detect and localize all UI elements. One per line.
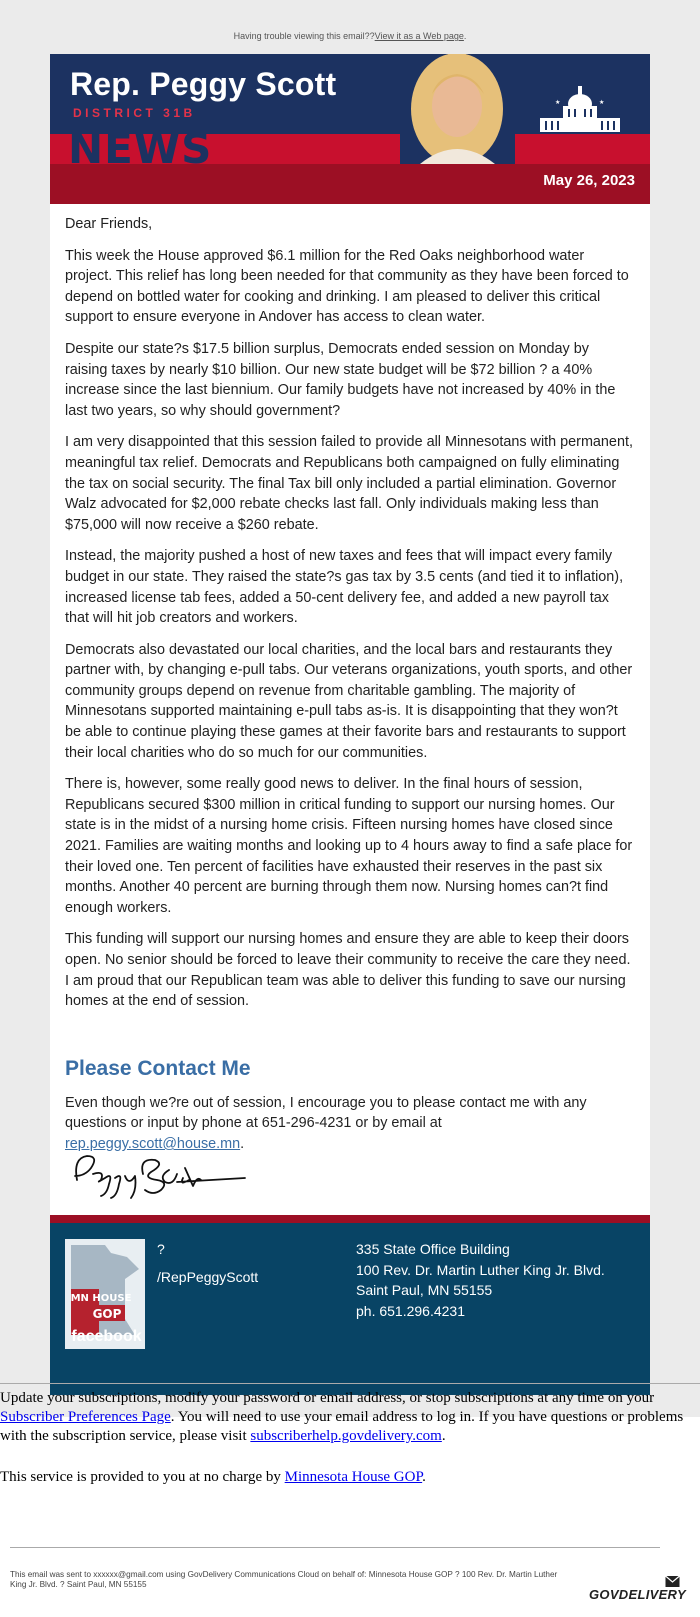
contact-heading: Please Contact Me bbox=[65, 1056, 251, 1080]
divider bbox=[10, 1547, 660, 1548]
signature-image bbox=[65, 1146, 250, 1204]
view-web-page-link[interactable]: View it as a Web page bbox=[374, 31, 464, 41]
paragraph-tax-relief: I am very disappointed that this session failed to provide all Minnesotans with permanent, meaningful tax relief. Democrats and Republicans both campaigned on fully eliminating the tax on social security. The final Tax bill only included a partial elimination. Governor Walz advocated for $2,000 rebate checks last fall. Only individuals making less than $75,000 will now receive a $260 rebate. bbox=[65, 434, 633, 533]
greeting: Dear Friends, bbox=[65, 216, 153, 232]
portrait-photo bbox=[400, 54, 515, 164]
subscriber-preferences-link[interactable]: Subscriber Preferences Page bbox=[0, 1409, 171, 1425]
preheader: Having trouble viewing this email??View it as a Web page. bbox=[233, 31, 467, 41]
facebook-handle[interactable]: /RepPeggyScott bbox=[157, 1269, 259, 1285]
social-placeholder: ? bbox=[157, 1241, 165, 1257]
svg-text:GOP: GOP bbox=[92, 1307, 122, 1321]
header-banner bbox=[50, 54, 650, 204]
divider bbox=[0, 1383, 700, 1384]
news-label: NEWS bbox=[68, 124, 213, 173]
paragraph-new-taxes: Instead, the majority pushed a host of new taxes and fees that will impact every family budget in our state. They raised the state?s gas tax by 3.5 cents (and tied it to inflation), increased license tab fees, added a 50-cent delivery fee, and added a new payroll tax that will hit job creators and workers. bbox=[65, 548, 624, 627]
newsletter-body bbox=[65, 214, 635, 1166]
office-address: 335 State Office Building 100 Rev. Dr. Martin Luther King Jr. Blvd. Saint Paul, MN 55155 ph. 651.296.4231 bbox=[356, 1239, 605, 1321]
paragraph-surplus: Despite our state?s $17.5 billion surplus, Democrats ended session on Monday by raising taxes by nearly $10 billion. Our new state budget will be $72 billion ? a 40% increase since the last biennium. Our family budgets have not increased by 40% in the last two years, so why should government? bbox=[65, 340, 616, 419]
subscriber-help-link[interactable]: subscriberhelp.govdelivery.com bbox=[250, 1428, 442, 1444]
paragraph-water-project: This week the House approved $6.1 million for the Red Oaks neighborhood water project. This relief has long been needed for that community as they have been forced to depend on bottled water for cooking and drinking. I am pleased to deliver this critical support to ensure everyone in Andover has access to clean water. bbox=[65, 247, 629, 326]
svg-text:★: ★ bbox=[599, 99, 605, 106]
district-label: DISTRICT 31B bbox=[73, 106, 196, 120]
email-link[interactable]: rep.peggy.scott@house.mn bbox=[65, 1135, 241, 1152]
contact-paragraph: Even though we?re out of session, I encourage you to please contact me with any questions or input by phone at 651-296-4231 or by email at rep.peggy.scott@house.mn. bbox=[65, 1094, 587, 1152]
svg-text:MN HOUSE: MN HOUSE bbox=[70, 1293, 132, 1304]
paragraph-funding: This funding will support our nursing homes and ensure they are able to keep their doors open. No senior should be forced to leave their community to receive the care they need. I am proud that our Republican team was able to deliver this funding to save our nursing homes at the end of session. bbox=[65, 931, 631, 1010]
email-content bbox=[50, 54, 650, 1395]
fine-print: This email was sent to xxxxxx@gmail.com using GovDelivery Communications Cloud on behalf of: Minnesota House GOP ? 100 Rev. Dr. Martin Luther King Jr. Blvd. ? Saint Paul, MN 55155 bbox=[10, 1570, 558, 1589]
paragraph-nursing-homes: There is, however, some really good news to deliver. In the final hours of session, Republicans secured $300 million in critical funding to support our nursing homes. Our state is in the midst of a nursing home crisis. Fifteen nursing homes have closed since 2021. Families are waiting months and looking up to 4 hours away to find a safe place for their loved one. Ten percent of facilities have exhausted their reserves in the past six months. Another 40 percent are burning through them now. Nursing homes can?t find enough workers. bbox=[65, 776, 633, 916]
facebook-label[interactable]: facebook bbox=[71, 1328, 142, 1345]
office-phone: ph. 651.296.4231 bbox=[356, 1302, 465, 1319]
rep-name: Rep. Peggy Scott bbox=[70, 66, 337, 102]
capitol-building-icon bbox=[535, 76, 625, 136]
service-notice: This service is provided to you at no charge by Minnesota House GOP. bbox=[0, 1469, 426, 1485]
paragraph-pull-tabs: Democrats also devastated our local charities, and the local bars and restaurants they partner with, by changing e-pull tabs. Our veterans organizations, youth sports, and other community groups depend on revenue from charitable gambling. The majority of Minnesotans supported maintaining e-pull tabs as-is. It is disappointing that they won?t be able to continue playing these games at their favorite bars and restaurants to support their local charities who do so much for our communities. bbox=[65, 641, 633, 761]
govdelivery-logo[interactable]: GOVDELIVERY bbox=[589, 1587, 686, 1602]
subscription-notice: Update your subscriptions, modify your password or email address, or stop subscriptions at any time on your Subscriber Preferences Page. You will need to use your email address to log in. If you have questions or problems with the subscription service, please visit subscriberhelp.govdelivery.com. bbox=[0, 1390, 684, 1444]
newsletter-date: May 26, 2023 bbox=[543, 172, 635, 189]
mn-house-gop-link[interactable]: Minnesota House GOP bbox=[284, 1469, 423, 1485]
svg-text:★: ★ bbox=[555, 99, 561, 106]
